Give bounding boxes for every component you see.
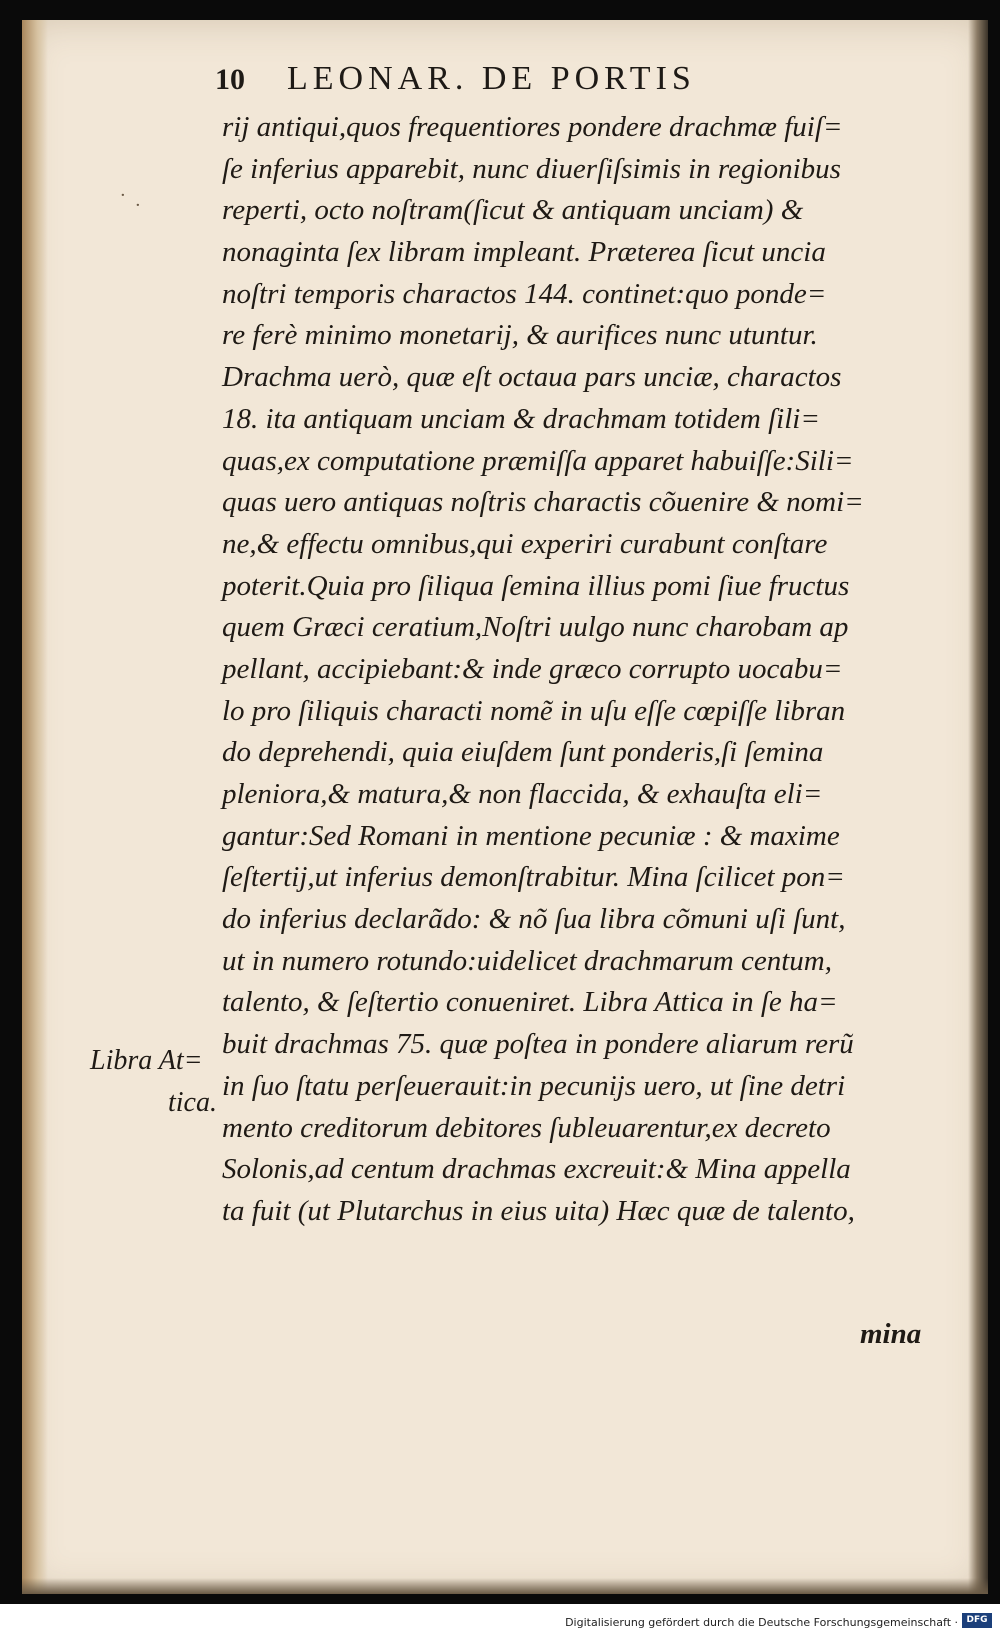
text-line: nonaginta ſex libram impleant. Præterea ſicut uncia [222,236,826,269]
body-text [222,107,962,1233]
text-line: rij antiqui,quos frequentiores pondere drachmæ fuiſ= [222,111,843,143]
text-line: noſtri temporis charactos 144. continet:quo ponde= [222,277,827,310]
text-line: talento, & ſeſtertio conueniret. Libra Attica in ſe ha= [222,986,838,1019]
text-line: do deprehendi, quia eiuſdem ſunt ponderis,ſi ſemina [222,736,824,769]
page-bottom-edge [22,1578,988,1594]
text-line: re ferè minimo monetarij, & aurifices nunc utuntur. [222,319,818,352]
text-line: pellant, accipiebant:& inde græco corrupto uocabu= [222,652,843,685]
text-line: 18. ita antiquam unciam & drachmam totidem ſili= [222,402,820,435]
margin-note-line: tica. [168,1086,217,1118]
margin-note [90,1040,230,1123]
text-line: quas uero antiquas noſtris charactis cõuenire & nomi= [222,486,864,519]
text-line: lo pro ſiliquis characti nomẽ in uſu eſſe cœpiſſe libran [222,694,846,727]
margin-note-line: Libra At= [90,1045,203,1076]
text-line: buit drachmas 75. quæ poſtea in pondere aliarum rerũ [222,1028,854,1061]
text-line: ſeſtertij,ut inferius demonſtrabitur. Mina ſcilicet pon= [222,861,845,894]
text-line: in ſuo ſtatu perſeuerauit:in pecunijs uero, ut ſine detri [222,1069,846,1102]
ink-speck: · [135,195,141,216]
text-line: reperti, octo noſtram(ſicut & antiquam unciam) & [222,194,804,227]
text-line: mento creditorum debitores ſubleuarentur,ex decreto [222,1111,831,1144]
text-line: gantur:Sed Romani in mentione pecuniæ : & maxime [222,819,840,852]
page-fore-edge [968,20,988,1594]
ink-speck: · [120,185,126,206]
text-line: ut in numero rotundo:uidelicet drachmarum centum, [222,944,832,977]
text-line: Drachma uerò, quæ eſt octaua pars unciæ, charactos [222,361,842,394]
page-gutter-shadow [22,20,48,1594]
dfg-logo-icon: DFG [962,1613,992,1628]
text-line: pleniora,& matura,& non flaccida, & exhauſta eli= [222,778,823,810]
text-line: Solonis,ad centum drachmas excreuit:& Mina appella [222,1153,851,1186]
funding-credit: Digitalisierung gefördert durch die Deutsche Forschungsgemeinschaft · [565,1616,958,1629]
text-line: ne,& effectu omnibus,qui experiri curabunt conſtare [222,527,828,560]
page-number: 10 [215,63,245,96]
text-line: poterit.Quia pro ſiliqua ſemina illius pomi ſiue fructus [222,569,850,602]
text-line: quas,ex computatione præmiſſa apparet habuiſſe:Sili= [222,444,854,477]
page-header [215,60,696,100]
text-line: ta fuit (ut Plutarchus in eius uita) Hæc quæ de talento, [222,1194,855,1227]
text-line: ſe inferius apparebit, nunc diuerſiſsimis in regionibus [222,152,841,185]
text-line: do inferius declarãdo: & nõ ſua libra cõmuni uſi ſunt, [222,903,846,936]
catchword: mina [860,1318,922,1350]
running-head: LEONAR. DE PORTIS [287,60,696,97]
text-line: quem Græci ceratium,Noſtri uulgo nunc charobam ap [222,611,849,644]
